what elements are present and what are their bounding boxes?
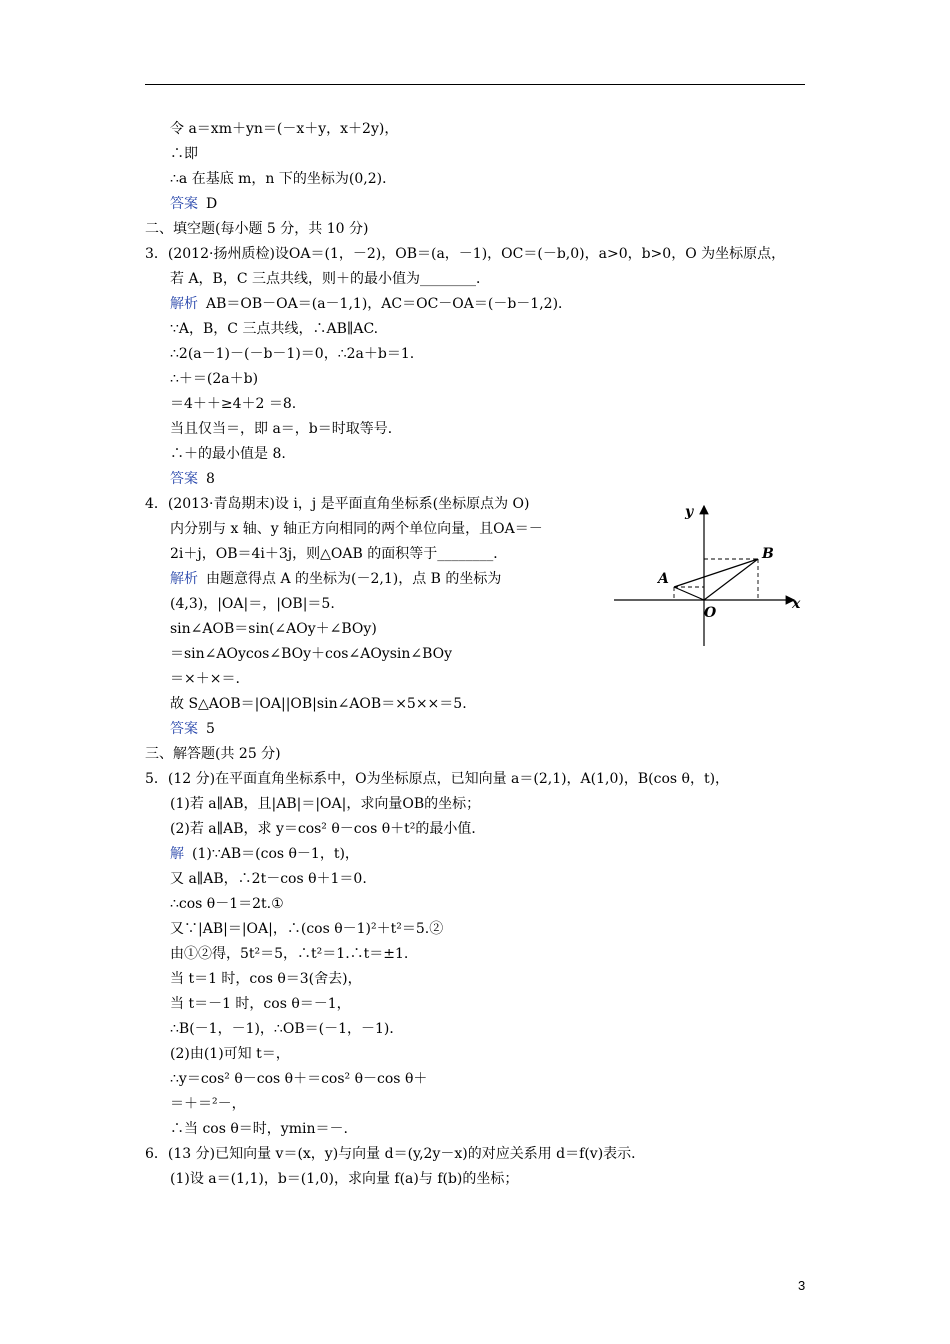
answer-tag: 解析 xyxy=(170,571,198,587)
label-origin: O xyxy=(704,605,717,621)
line-text: ∴cos θ－1＝2t.① xyxy=(170,896,284,912)
line-text: (1)∵AB＝(cos θ－1，t)， xyxy=(192,846,359,862)
header-rule xyxy=(145,84,805,85)
line-text: 6．(13 分)已知向量 v＝(x，y)与向量 d＝(y,2y－x)的对应关系用 d＝f(v)表示． xyxy=(145,1146,646,1162)
text-line xyxy=(145,770,729,788)
text-line xyxy=(170,1070,427,1088)
label-y: y xyxy=(685,504,694,520)
text-line xyxy=(170,195,217,213)
line-text: 由题意得点 A 的坐标为(－2,1)，点 B 的坐标为 xyxy=(206,571,502,587)
text-line xyxy=(170,320,378,338)
page-number: 3 xyxy=(798,1278,806,1293)
line-text: ∴y＝cos² θ－cos θ＋＝cos² θ－cos θ＋ xyxy=(170,1071,428,1087)
line-text: ∴a 在基底 m，n 下的坐标为(0,2)． xyxy=(170,171,397,187)
label-b: B xyxy=(762,546,774,562)
line-text: ∴当 cos θ＝时，ymin＝－. xyxy=(170,1121,348,1137)
text-line xyxy=(170,270,490,288)
text-line xyxy=(145,1145,645,1163)
answer-tag: 答案 xyxy=(170,721,198,737)
text-line xyxy=(170,120,398,138)
line-text: 当 t＝1 时，cos θ＝3(舍去)， xyxy=(170,971,362,987)
text-line xyxy=(170,995,351,1013)
text-line xyxy=(170,695,467,713)
line-text: 当 t＝－1 时，cos θ＝－1， xyxy=(170,996,351,1012)
line-text: 8 xyxy=(206,471,215,487)
line-text: (2)若 a∥AB，求 y＝cos² θ－cos θ＋t²的最小值． xyxy=(170,821,486,837)
line-text: AB＝OB－OA＝(a－1,1)，AC＝OC－OA＝(－b－1,2)． xyxy=(206,296,573,312)
text-line xyxy=(170,1095,246,1113)
text-line xyxy=(170,945,408,963)
line-text: ∴＋的最小值是 8. xyxy=(170,446,286,462)
answer-tag: 答案 xyxy=(170,196,198,212)
line-text: 5．(12 分)在平面直角坐标系中，O为坐标原点，已知向量 a＝(2,1)，A(1,0)，B(cos θ，t)， xyxy=(145,771,730,787)
line-text: 内分别与 x 轴、y 轴正方向相同的两个单位向量，且OA＝－ xyxy=(170,521,543,537)
text-line xyxy=(170,420,402,438)
text-line xyxy=(170,1020,403,1038)
answer-tag: 解析 xyxy=(170,296,198,312)
text-line xyxy=(170,470,215,488)
coordinate-figure xyxy=(612,500,807,648)
segment-ob xyxy=(704,559,758,600)
text-line xyxy=(170,870,367,888)
text-line xyxy=(170,345,414,363)
text-line xyxy=(170,970,362,988)
text-line xyxy=(170,820,485,838)
text-line xyxy=(170,520,543,538)
text-line xyxy=(170,670,240,688)
text-line xyxy=(170,1120,348,1138)
line-text: ∴＋＝(2a＋b) xyxy=(170,371,259,387)
line-text: 3．(2012·扬州质检)设OA＝(1，－2)，OB＝(a，－1)，OC＝(－b,0)，a>0，b>0，O 为坐标原点， xyxy=(145,246,786,262)
line-text: 5 xyxy=(206,721,215,737)
line-text: ＝sin∠AOycos∠BOy＋cos∠AOysin∠BOy xyxy=(170,646,453,662)
line-text: ＝×＋×＝. xyxy=(170,671,240,687)
line-text: ∴B(－1，－1)，∴OB＝(－1，－1)． xyxy=(170,1021,404,1037)
text-line xyxy=(170,845,359,863)
line-text: ∵A，B，C 三点共线，∴AB∥AC. xyxy=(170,321,379,337)
text-line xyxy=(145,245,785,263)
answer-tag: 答案 xyxy=(170,471,198,487)
text-line xyxy=(170,920,443,938)
line-text: 又∵|AB|＝|OA|，∴(cos θ－1)²＋t²＝5.② xyxy=(170,921,444,937)
segment-oa xyxy=(674,587,704,600)
line-text: 又 a∥AB，∴2t－cos θ＋1＝0. xyxy=(170,871,367,887)
line-text: (1)若 a∥AB，且|AB|＝|OA|，求向量OB的坐标； xyxy=(170,796,481,812)
line-text: 三、解答题(共 25 分) xyxy=(145,746,281,762)
text-line xyxy=(170,1170,518,1188)
text-line xyxy=(170,145,198,163)
text-line xyxy=(170,445,286,463)
text-line xyxy=(170,895,284,913)
line-text: 令 a＝xm＋yn＝(－x＋y，x＋2y)， xyxy=(170,121,399,137)
line-text: ＝＋＝²－， xyxy=(170,1096,246,1112)
line-text: (2)由(1)可知 t＝， xyxy=(170,1046,290,1062)
line-text: sin∠AOB＝sin(∠AOy＋∠BOy) xyxy=(170,621,377,637)
text-line xyxy=(170,620,377,638)
text-line xyxy=(170,545,507,563)
segment-ab xyxy=(674,559,758,587)
line-text: ∴2(a－1)－(－b－1)＝0，∴2a＋b＝1. xyxy=(170,346,415,362)
text-line xyxy=(170,1045,290,1063)
text-line xyxy=(170,595,335,613)
text-line xyxy=(145,495,529,513)
text-line xyxy=(170,370,258,388)
text-line xyxy=(145,220,368,238)
text-line xyxy=(170,645,452,663)
text-line xyxy=(170,295,572,313)
line-text: 2i＋j，OB＝4i＋3j，则△OAB 的面积等于________． xyxy=(170,546,508,562)
text-line xyxy=(170,570,501,588)
answer-tag: 解 xyxy=(170,846,184,862)
text-line xyxy=(170,795,480,813)
label-x: x xyxy=(792,596,801,612)
text-line xyxy=(170,395,296,413)
label-a: A xyxy=(658,571,669,587)
line-text: 当且仅当＝，即 a＝，b＝时取等号． xyxy=(170,421,402,437)
line-text: 若 A，B，C 三点共线，则＋的最小值为________． xyxy=(170,271,491,287)
line-text: (4,3)，|OA|＝，|OB|＝5. xyxy=(170,596,335,612)
line-text: ∴即 xyxy=(170,146,198,162)
line-text: D xyxy=(206,196,218,212)
line-text: (1)设 a＝(1,1)，b＝(1,0)，求向量 f(a)与 f(b)的坐标； xyxy=(170,1171,519,1187)
text-line xyxy=(145,745,281,763)
line-text: 故 S△AOB＝|OA||OB|sin∠AOB＝×5××＝5. xyxy=(170,696,467,712)
text-line xyxy=(170,170,396,188)
text-line xyxy=(170,720,215,738)
line-text: 由①②得，5t²＝5，∴t²＝1.∴t＝±1. xyxy=(170,946,409,962)
line-text: 二、填空题(每小题 5 分，共 10 分) xyxy=(145,221,369,237)
line-text: 4．(2013·青岛期末)设 i，j 是平面直角坐标系(坐标原点为 O) xyxy=(145,496,530,512)
line-text: ＝4＋＋≥4＋2 ＝8. xyxy=(170,396,297,412)
